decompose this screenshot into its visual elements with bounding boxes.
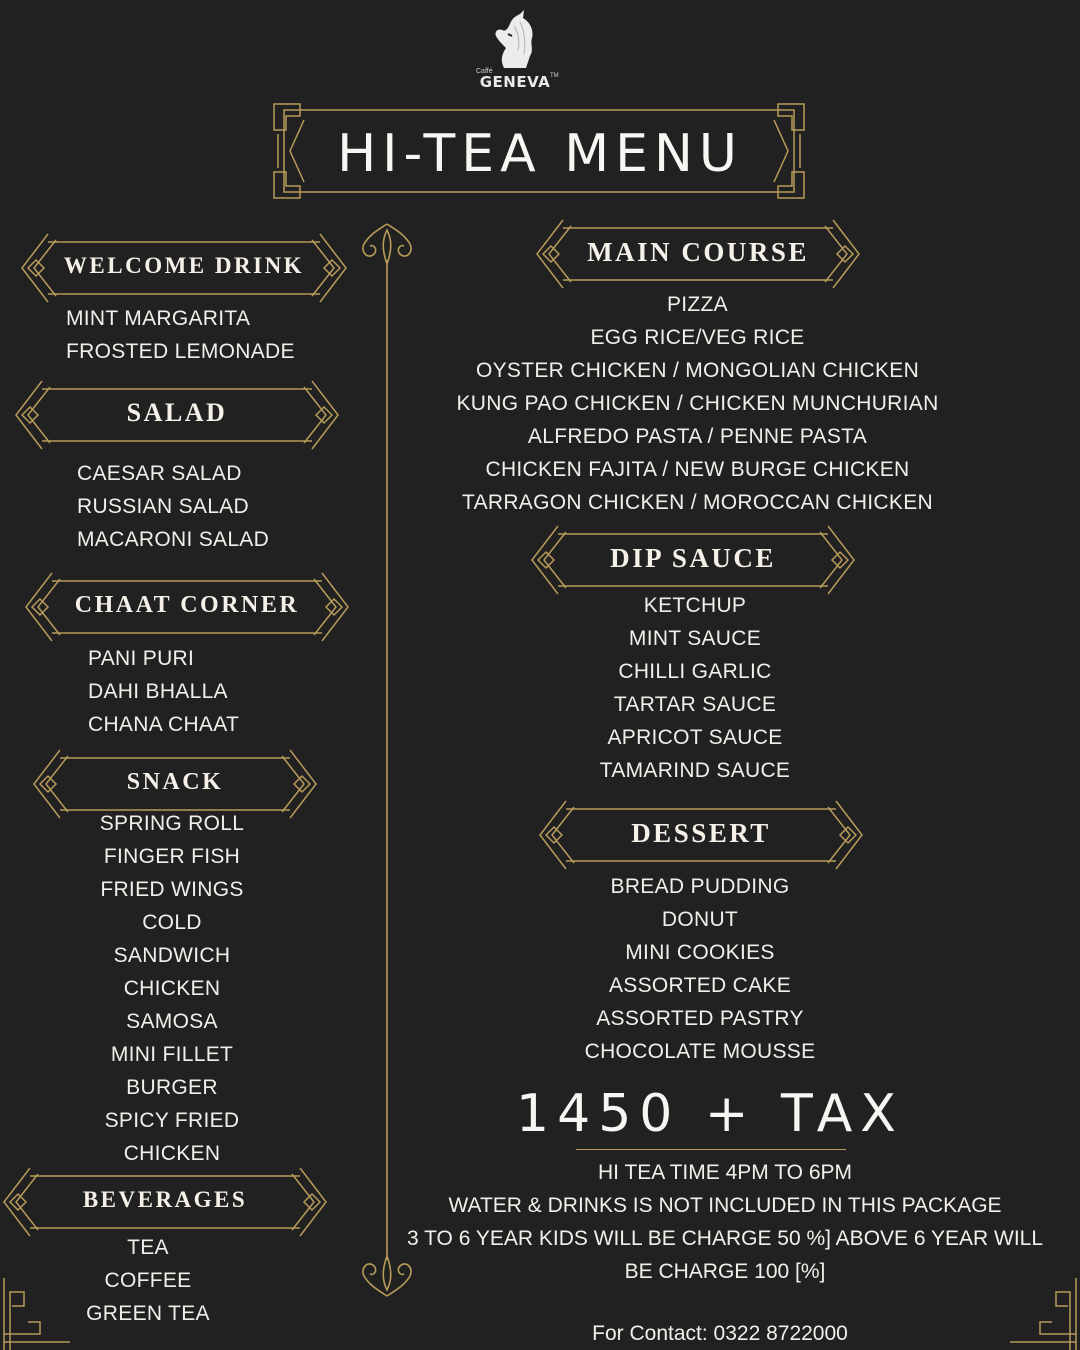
beverages-banner bbox=[0, 1162, 330, 1242]
list-item: TAMARIND SAUCE bbox=[599, 759, 791, 782]
list-item: CHICKEN bbox=[123, 1142, 221, 1165]
salad-banner bbox=[12, 375, 342, 455]
list-item: PANI PURI bbox=[88, 647, 195, 670]
price-underline bbox=[576, 1149, 846, 1150]
list-item: TARRAGON CHICKEN / MOROCCAN CHICKEN bbox=[462, 491, 933, 514]
list-item: CHICKEN bbox=[123, 977, 221, 1000]
dip-sauce-title: DIP SAUCE bbox=[610, 543, 776, 573]
horse-head-icon bbox=[490, 10, 540, 70]
snack-title: SNACK bbox=[126, 769, 224, 795]
list-item: FRIED WINGS bbox=[100, 878, 244, 901]
salad-list bbox=[77, 457, 269, 556]
cafe-geneva-logo bbox=[470, 10, 560, 94]
top-flourish-icon bbox=[363, 224, 411, 264]
list-item: RUSSIAN SALAD bbox=[77, 495, 249, 518]
list-item: DONUT bbox=[661, 908, 739, 931]
list-item: SPRING ROLL bbox=[99, 812, 245, 835]
list-item: EGG RICE/VEG RICE bbox=[590, 326, 805, 349]
chaat-corner-banner bbox=[22, 567, 352, 647]
list-item: CHOCOLATE MOUSSE bbox=[584, 1040, 816, 1063]
list-item: KETCHUP bbox=[643, 594, 747, 617]
list-item: ASSORTED PASTRY bbox=[596, 1007, 804, 1030]
snack-list bbox=[72, 807, 272, 1170]
list-item: FROSTED LEMONADE bbox=[66, 340, 295, 363]
list-item: ASSORTED CAKE bbox=[608, 974, 792, 997]
notes bbox=[390, 1156, 1060, 1288]
list-item: BURGER bbox=[126, 1076, 218, 1099]
welcome-drink-title: WELCOME DRINK bbox=[63, 253, 305, 278]
logo-tm: TM bbox=[550, 73, 559, 79]
page-title: HI-TEA MENU bbox=[337, 124, 743, 184]
list-item: SAMOSA bbox=[126, 1010, 218, 1033]
main-course-list bbox=[430, 288, 965, 519]
logo-brand: GENEVA bbox=[479, 73, 551, 91]
chaat-corner-title: CHAAT CORNER bbox=[74, 592, 300, 618]
dip-sauce-list bbox=[545, 589, 845, 787]
welcome-drink-banner bbox=[18, 228, 350, 308]
note-line: BE CHARGE 100 [%] bbox=[624, 1260, 826, 1283]
list-item: MACARONI SALAD bbox=[77, 528, 270, 551]
dessert-title: DESSERT bbox=[631, 818, 771, 848]
dessert-list bbox=[550, 870, 850, 1068]
beverages-title: BEVERAGES bbox=[82, 1187, 248, 1212]
list-item: COLD bbox=[142, 911, 202, 934]
list-item: APRICOT SAUCE bbox=[607, 726, 783, 749]
list-item: MINI COOKIES bbox=[625, 941, 775, 964]
welcome-drink-list bbox=[66, 302, 295, 368]
main-course-banner bbox=[533, 214, 863, 294]
note-line: WATER & DRINKS IS NOT INCLUDED IN THIS PACKAGE bbox=[448, 1194, 1002, 1217]
list-item: SPICY FRIED bbox=[104, 1109, 240, 1132]
list-item: MINT SAUCE bbox=[628, 627, 762, 650]
corner-ornament-bottom-right bbox=[1000, 1272, 1080, 1350]
list-item: SANDWICH bbox=[113, 944, 231, 967]
list-item: FINGER FISH bbox=[103, 845, 241, 868]
list-item: MINI FILLET bbox=[110, 1043, 234, 1066]
list-item: COFFEE bbox=[104, 1269, 192, 1292]
contact-info: For Contact: 0322 8722000 bbox=[592, 1322, 848, 1345]
list-item: BREAD PUDDING bbox=[610, 875, 790, 898]
list-item: KUNG PAO CHICKEN / CHICKEN MUNCHURIAN bbox=[456, 392, 939, 415]
chaat-corner-list bbox=[88, 642, 239, 741]
price: 1450 + TAX bbox=[516, 1084, 904, 1144]
corner-ornament-bottom-left bbox=[0, 1272, 80, 1350]
center-divider bbox=[356, 220, 418, 1300]
note-line: HI TEA TIME 4PM TO 6PM bbox=[597, 1161, 853, 1184]
list-item: DAHI BHALLA bbox=[88, 680, 228, 703]
list-item: MINT MARGARITA bbox=[66, 307, 251, 330]
list-item: CHANA CHAAT bbox=[88, 713, 240, 736]
list-item: CHICKEN FAJITA / NEW BURGE CHICKEN bbox=[485, 458, 910, 481]
main-course-title: MAIN COURSE bbox=[587, 237, 809, 267]
list-item: OYSTER CHICKEN / MONGOLIAN CHICKEN bbox=[475, 359, 920, 382]
note-line: 3 TO 6 YEAR KIDS WILL BE CHARGE 50 %] ABOVE 6 YEAR WILL bbox=[406, 1227, 1044, 1250]
list-item: CAESAR SALAD bbox=[77, 462, 242, 485]
salad-title: SALAD bbox=[126, 398, 228, 427]
list-item: TARTAR SAUCE bbox=[613, 693, 777, 716]
list-item: TEA bbox=[127, 1236, 169, 1259]
list-item: ALFREDO PASTA / PENNE PASTA bbox=[527, 425, 868, 448]
list-item: CHILLI GARLIC bbox=[618, 660, 772, 683]
logo-small-text: Caffé bbox=[476, 68, 493, 75]
list-item: GREEN TEA bbox=[86, 1302, 210, 1325]
list-item: PIZZA bbox=[666, 293, 728, 316]
dessert-banner bbox=[536, 795, 866, 875]
dip-sauce-banner bbox=[528, 520, 858, 600]
